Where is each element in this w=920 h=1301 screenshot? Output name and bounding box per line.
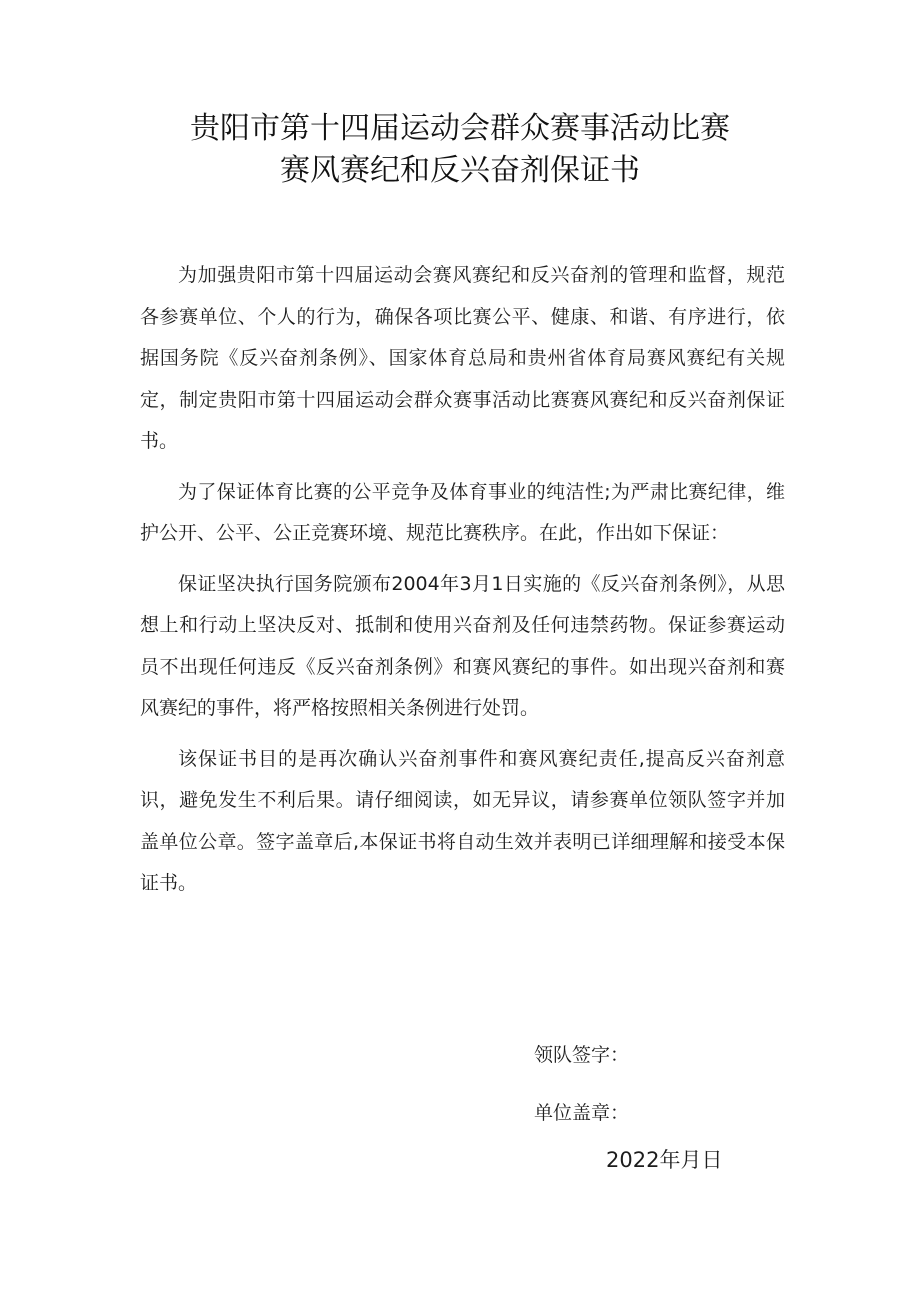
unit-seal-label: 单位盖章： [534,1102,630,1124]
document-title [0,108,920,192]
paragraph-guarantee: 保证坚决执行国务院颁布2004年3月1日实施的《反兴奋剂条例》，从思想上和行动上坚决反对、抵制和使用兴奋剂及任何违禁药物。保证参赛运动员不出现任何违反《反兴奋剂条例》和赛风赛纪的事件。如出现兴奋剂和赛风赛纪的事件，将严格按照相关条例进行处罚。 [140,572,785,719]
signature-date: 2022年月日 [606,1148,723,1172]
paragraph-confirmation: 该保证书目的是再次确认兴奋剂事件和赛风赛纪责任,提高反兴奋剂意识，避免发生不利后果。请仔细阅读，如无异议，请参赛单位领队签字并加盖单位公章。签字盖章后,本保证书将自动生效并表明已详细理解和接受本保证书。 [140,747,785,894]
leader-signature-label: 领队签字： [534,1044,630,1066]
paragraph-purpose: 为加强贵阳市第十四届运动会赛风赛纪和反兴奋剂的管理和监督，规范各参赛单位、个人的行为，确保各项比赛公平、健康、和谐、有序进行，依据国务院《反兴奋剂条例》、国家体育总局和贵州省体育局赛风赛纪有关规定，制定贵阳市第十四届运动会群众赛事活动比赛赛风赛纪和反兴奋剂保证书。 [140,264,785,452]
paragraph-intent: 为了保证体育比赛的公平竞争及体育事业的纯洁性;为严肃比赛纪律，维护公开、公平、公正竞赛环境、规范比赛秩序。在此，作出如下保证： [140,480,785,544]
title-line-1: 贵阳市第十四届运动会群众赛事活动比赛 [190,111,730,146]
title-line-2: 赛风赛纪和反兴奋剂保证书 [280,153,640,188]
document-body [140,255,785,914]
